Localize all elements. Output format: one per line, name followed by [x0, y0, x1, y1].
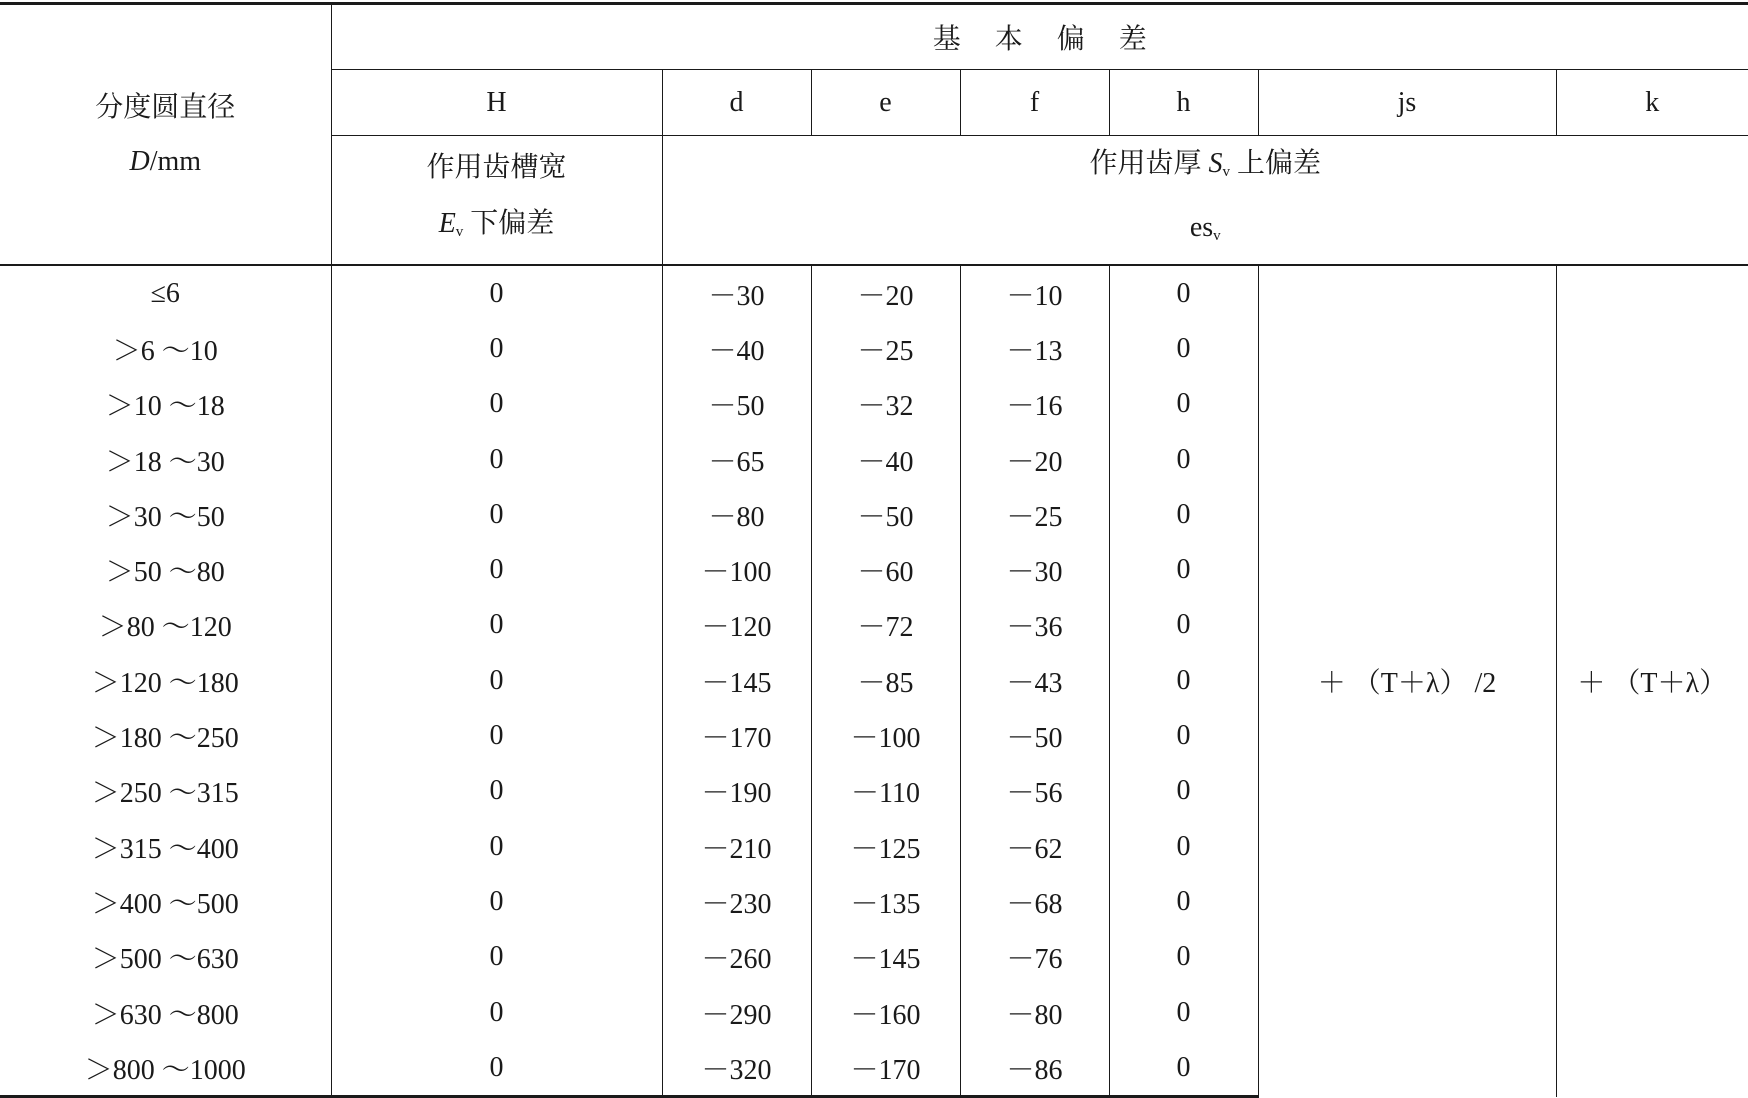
cell-h: 0: [1109, 874, 1258, 929]
cell-f: －13: [960, 321, 1109, 376]
cell-e: －72: [811, 598, 960, 653]
merged-cell-js: ＋ （T＋λ） /2: [1258, 265, 1556, 1097]
cell-f: －43: [960, 653, 1109, 708]
cell-diameter: ＞10 ～18: [0, 377, 331, 432]
slot-sub: v: [456, 224, 464, 240]
cell-e: －40: [811, 432, 960, 487]
cell-h: 0: [1109, 542, 1258, 597]
cell-f: －20: [960, 432, 1109, 487]
table-row: [0, 265, 1748, 321]
cell-h: 0: [1109, 985, 1258, 1040]
cell-f: －16: [960, 377, 1109, 432]
cell-d: －170: [662, 708, 811, 763]
thick-post: 上偏差: [1237, 148, 1321, 179]
cell-d: －260: [662, 930, 811, 985]
cell-f: －10: [960, 265, 1109, 321]
cell-diameter: ＞80 ～120: [0, 598, 331, 653]
diameter-header-line1: 分度圆直径: [0, 81, 331, 135]
slot-var: E: [439, 208, 456, 239]
cell-d: －290: [662, 985, 811, 1040]
cell-diameter: ＞120 ～180: [0, 653, 331, 708]
group-title-text: 基本偏差: [899, 24, 1181, 55]
thick-header-line1: [663, 136, 1748, 200]
cell-d: －320: [662, 1040, 811, 1097]
cell-e: －145: [811, 930, 960, 985]
cell-h: 0: [1109, 653, 1258, 708]
cell-f: －80: [960, 985, 1109, 1040]
cell-H: 0: [331, 708, 662, 763]
cell-f: －25: [960, 487, 1109, 542]
cell-H: 0: [331, 598, 662, 653]
cell-diameter: ＞18 ～30: [0, 432, 331, 487]
cell-H: 0: [331, 874, 662, 929]
diameter-var: D: [129, 146, 149, 177]
cell-f: －36: [960, 598, 1109, 653]
cell-diameter: ＞50 ～80: [0, 542, 331, 597]
cell-f: －30: [960, 542, 1109, 597]
cell-f: －68: [960, 874, 1109, 929]
thick-sub: v: [1223, 164, 1231, 180]
col-header-f: f: [960, 70, 1109, 136]
diameter-header-line2: [0, 135, 331, 189]
cell-d: －100: [662, 542, 811, 597]
cell-e: －100: [811, 708, 960, 763]
cell-h: 0: [1109, 321, 1258, 376]
thick-symbol-sub: v: [1213, 228, 1221, 244]
cell-e: －170: [811, 1040, 960, 1097]
col-header-H: H: [331, 70, 662, 136]
cell-d: －230: [662, 874, 811, 929]
cell-e: －160: [811, 985, 960, 1040]
cell-h: 0: [1109, 598, 1258, 653]
cell-d: －30: [662, 265, 811, 321]
col-header-h: h: [1109, 70, 1258, 136]
cell-diameter: ＞315 ～400: [0, 819, 331, 874]
cell-d: －50: [662, 377, 811, 432]
merged-cell-k: ＋ （T＋λ）: [1556, 265, 1748, 1097]
slot-width-header: [331, 136, 662, 266]
cell-diameter: ＞800 ～1000: [0, 1040, 331, 1097]
col-header-d: d: [662, 70, 811, 136]
thick-header-line2: [663, 200, 1748, 264]
cell-H: 0: [331, 265, 662, 321]
cell-H: 0: [331, 1040, 662, 1097]
basic-deviation-table: [0, 2, 1748, 1098]
cell-d: －190: [662, 764, 811, 819]
cell-d: －40: [662, 321, 811, 376]
cell-h: 0: [1109, 1040, 1258, 1097]
cell-diameter: ＞250 ～315: [0, 764, 331, 819]
cell-h: 0: [1109, 377, 1258, 432]
cell-h: 0: [1109, 708, 1258, 763]
cell-diameter: ＞6 ～10: [0, 321, 331, 376]
cell-h: 0: [1109, 265, 1258, 321]
cell-H: 0: [331, 377, 662, 432]
cell-d: －145: [662, 653, 811, 708]
group-title: [331, 4, 1748, 70]
slot-header-line1: 作用齿槽宽: [332, 140, 662, 196]
cell-d: －210: [662, 819, 811, 874]
tooth-thickness-header: [662, 136, 1748, 266]
thick-pre: 作用齿厚: [1089, 148, 1201, 179]
col-header-k: k: [1556, 70, 1748, 136]
cell-f: －56: [960, 764, 1109, 819]
cell-H: 0: [331, 819, 662, 874]
cell-e: －125: [811, 819, 960, 874]
slot-rest: 下偏差: [470, 208, 554, 239]
cell-e: －25: [811, 321, 960, 376]
cell-diameter: ＞30 ～50: [0, 487, 331, 542]
cell-d: －65: [662, 432, 811, 487]
cell-diameter: ＞400 ～500: [0, 874, 331, 929]
cell-e: －110: [811, 764, 960, 819]
cell-e: －20: [811, 265, 960, 321]
cell-H: 0: [331, 542, 662, 597]
cell-f: －86: [960, 1040, 1109, 1097]
cell-diameter: ≤6: [0, 265, 331, 321]
cell-e: －50: [811, 487, 960, 542]
cell-H: 0: [331, 432, 662, 487]
table-body: [0, 265, 1748, 1097]
cell-h: 0: [1109, 930, 1258, 985]
col-header-e: e: [811, 70, 960, 136]
cell-diameter: ＞500 ～630: [0, 930, 331, 985]
cell-e: －32: [811, 377, 960, 432]
cell-f: －62: [960, 819, 1109, 874]
thick-var: S: [1209, 148, 1223, 179]
cell-diameter: ＞630 ～800: [0, 985, 331, 1040]
cell-diameter: ＞180 ～250: [0, 708, 331, 763]
cell-d: －120: [662, 598, 811, 653]
diameter-header: [0, 4, 331, 266]
slot-header-line2: [332, 196, 662, 260]
cell-H: 0: [331, 653, 662, 708]
cell-H: 0: [331, 930, 662, 985]
cell-f: －76: [960, 930, 1109, 985]
thick-symbol: es: [1190, 212, 1213, 243]
diameter-unit: /mm: [150, 146, 201, 177]
cell-h: 0: [1109, 764, 1258, 819]
cell-H: 0: [331, 764, 662, 819]
col-header-js: js: [1258, 70, 1556, 136]
cell-e: －60: [811, 542, 960, 597]
cell-e: －135: [811, 874, 960, 929]
cell-h: 0: [1109, 819, 1258, 874]
cell-H: 0: [331, 985, 662, 1040]
cell-h: 0: [1109, 432, 1258, 487]
cell-H: 0: [331, 487, 662, 542]
cell-f: －50: [960, 708, 1109, 763]
cell-d: －80: [662, 487, 811, 542]
cell-h: 0: [1109, 487, 1258, 542]
cell-e: －85: [811, 653, 960, 708]
cell-H: 0: [331, 321, 662, 376]
